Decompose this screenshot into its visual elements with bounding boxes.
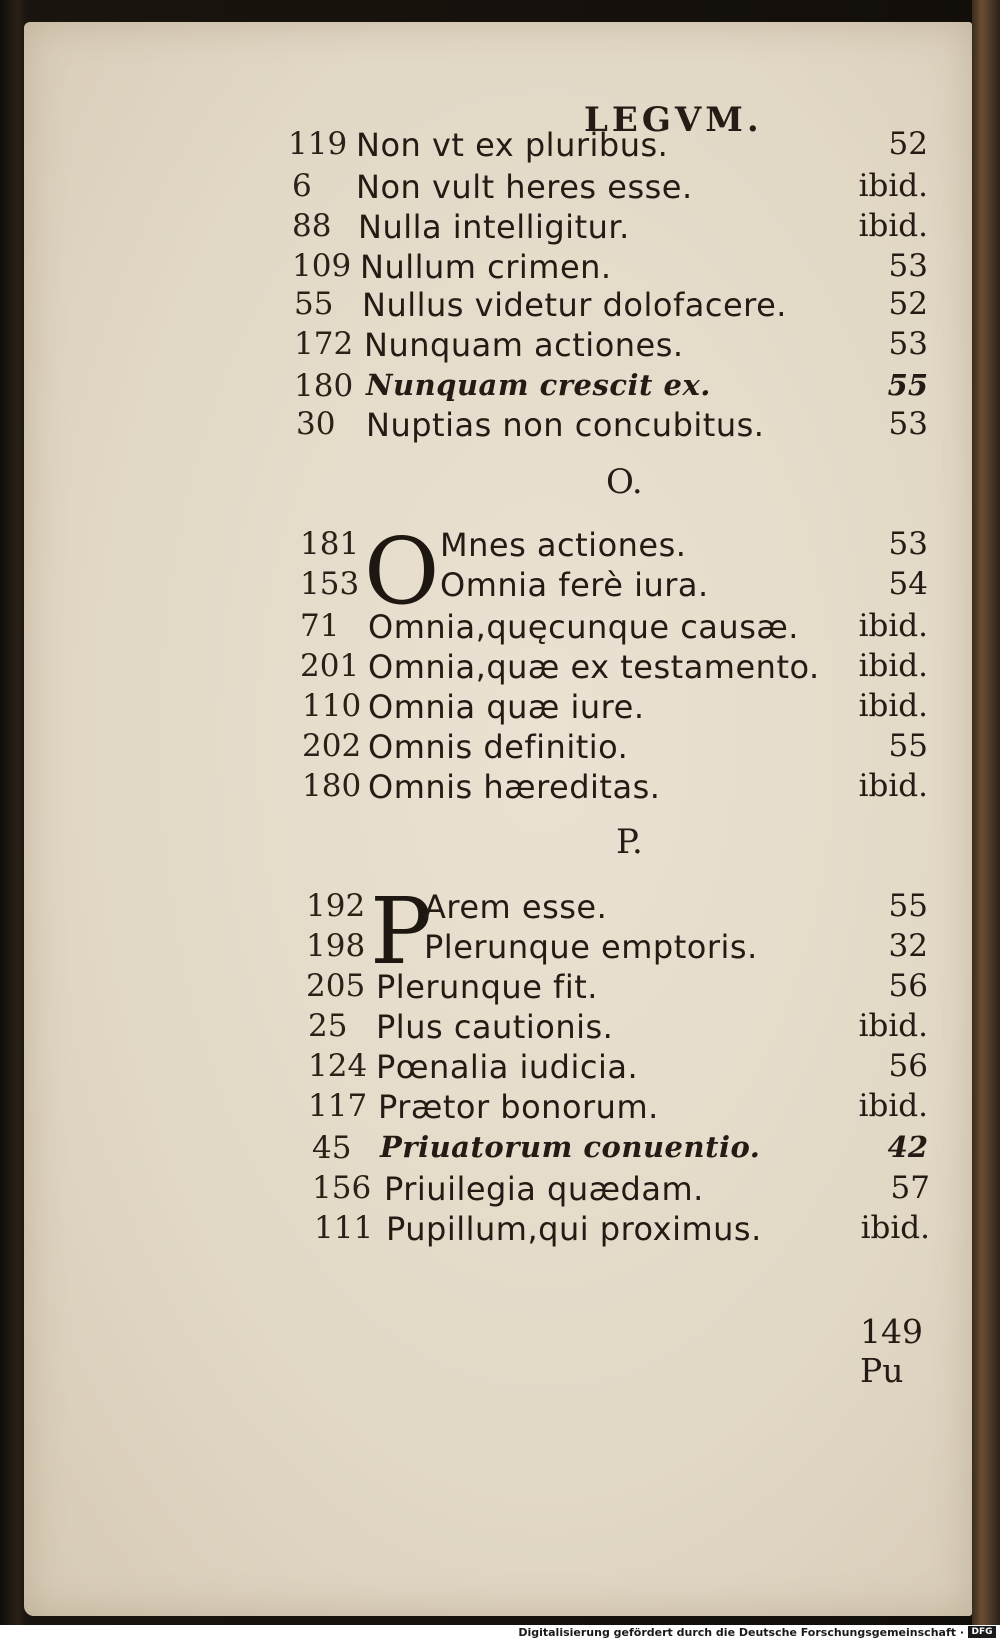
entry-page: ibid. [858, 1008, 928, 1044]
index-entry [294, 368, 928, 408]
entry-text: Nulla intelligitur. [358, 208, 630, 246]
entry-page: 53 [888, 406, 928, 442]
entry-text: Omnis definitio. [368, 728, 629, 766]
entry-number: 156 [312, 1170, 372, 1206]
entry-text: Mnes actiones. [440, 526, 687, 564]
entry-text: Arem esse. [424, 888, 608, 926]
index-entry [308, 1048, 928, 1088]
index-entry [296, 406, 928, 446]
entry-page: 57 [890, 1170, 930, 1206]
book-binding-edge [972, 0, 1000, 1625]
entry-page: 53 [888, 326, 928, 362]
index-entry [292, 208, 928, 248]
index-entry [292, 168, 928, 208]
index-entry [302, 688, 928, 728]
index-entry [300, 648, 928, 688]
entry-text: Nunquam crescit ex. [366, 368, 711, 402]
entry-text: Omnia ferè iura. [440, 566, 709, 604]
entry-page: 54 [888, 566, 928, 602]
section-letter-o: O. [606, 462, 643, 502]
entry-page: 32 [888, 928, 928, 964]
index-entry [302, 768, 928, 808]
entry-text: Prætor bonorum. [378, 1088, 659, 1126]
entry-text: Priuatorum conuentio. [380, 1130, 761, 1164]
entry-text: Nullum crimen. [360, 248, 612, 286]
entry-page: ibid. [858, 208, 928, 244]
entry-number: 88 [292, 208, 332, 244]
entry-text: Plerunque fit. [376, 968, 598, 1006]
entry-number: 201 [300, 648, 360, 684]
entry-text: Non vt ex pluribus. [356, 126, 669, 164]
entry-number: 30 [296, 406, 336, 442]
entry-text: Omnia,quæ ex testamento. [368, 648, 820, 686]
entry-text: Pœnalia iudicia. [376, 1048, 639, 1086]
dropcap-o: O [364, 518, 440, 625]
entry-text: Plus cautionis. [376, 1008, 614, 1046]
entry-page: ibid. [858, 648, 928, 684]
index-entry [314, 1210, 930, 1250]
index-entry [308, 1008, 928, 1048]
entry-page: 52 [888, 286, 928, 322]
index-entry [300, 526, 928, 566]
index-entry [306, 968, 928, 1008]
entry-number: 71 [300, 608, 340, 644]
book-page [24, 22, 972, 1616]
entry-page: 56 [888, 1048, 928, 1084]
entry-text: Omnia,quęcunque causæ. [368, 608, 799, 646]
entry-number: 153 [300, 566, 360, 602]
index-entry [312, 1130, 928, 1170]
dfg-logo: DFG [968, 1626, 996, 1638]
entry-text: Plerunque emptoris. [424, 928, 758, 966]
entry-number: 202 [302, 728, 362, 764]
entry-page: 53 [888, 526, 928, 562]
entry-number: 119 [288, 126, 348, 162]
entry-number: 117 [308, 1088, 368, 1124]
entry-page: 53 [888, 248, 928, 284]
entry-number: 110 [302, 688, 362, 724]
entry-number: 6 [292, 168, 312, 204]
entry-number: 192 [306, 888, 366, 924]
entry-number: 181 [300, 526, 360, 562]
entry-page: ibid. [858, 1088, 928, 1124]
index-entry [306, 928, 928, 968]
entry-text: Pupillum,qui proximus. [386, 1210, 762, 1248]
index-entry [294, 326, 928, 366]
entry-page: ibid. [858, 768, 928, 804]
entry-number: 124 [308, 1048, 368, 1084]
entry-number: 111 [314, 1210, 374, 1246]
running-head: LEGVM. [584, 100, 763, 140]
index-entry [300, 608, 928, 648]
catchword: 149 Pu [860, 1312, 923, 1390]
index-entry [306, 888, 928, 928]
entry-number: 45 [312, 1130, 352, 1166]
entry-text: Omnis hæreditas. [368, 768, 661, 806]
entry-number: 180 [302, 768, 362, 804]
entry-page: 55 [888, 728, 928, 764]
dropcap-p: P [370, 878, 432, 985]
entry-text: Nullus videtur dolofacere. [362, 286, 787, 324]
index-entry [302, 728, 928, 768]
entry-page: 52 [888, 126, 928, 162]
entry-number: 25 [308, 1008, 348, 1044]
entry-page: ibid. [858, 688, 928, 724]
entry-page: 55 [887, 368, 928, 402]
entry-page: ibid. [860, 1210, 930, 1246]
entry-number: 205 [306, 968, 366, 1004]
entry-page: ibid. [858, 608, 928, 644]
index-entry [292, 248, 928, 288]
entry-text: Omnia quæ iure. [368, 688, 645, 726]
index-entry [308, 1088, 928, 1128]
entry-page: 55 [888, 888, 928, 924]
entry-page: ibid. [858, 168, 928, 204]
entry-number: 198 [306, 928, 366, 964]
entry-number: 172 [294, 326, 354, 362]
entry-number: 180 [294, 368, 354, 404]
entry-text: Nunquam actiones. [364, 326, 684, 364]
footer-credit: Digitalisierung gefördert durch die Deutsche Forschungsgemeinschaft · [518, 1626, 964, 1639]
entry-text: Priuilegia quædam. [384, 1170, 704, 1208]
entry-page: 56 [888, 968, 928, 1004]
entry-number: 109 [292, 248, 352, 284]
entry-text: Non vult heres esse. [356, 168, 693, 206]
index-entry [288, 126, 928, 166]
entry-text: Nuptias non concubitus. [366, 406, 765, 444]
section-letter-p: P. [616, 822, 643, 862]
index-entry [294, 286, 928, 326]
index-entry [300, 566, 928, 606]
entry-page: 42 [887, 1130, 928, 1164]
entry-number: 55 [294, 286, 334, 322]
index-entry [312, 1170, 930, 1210]
